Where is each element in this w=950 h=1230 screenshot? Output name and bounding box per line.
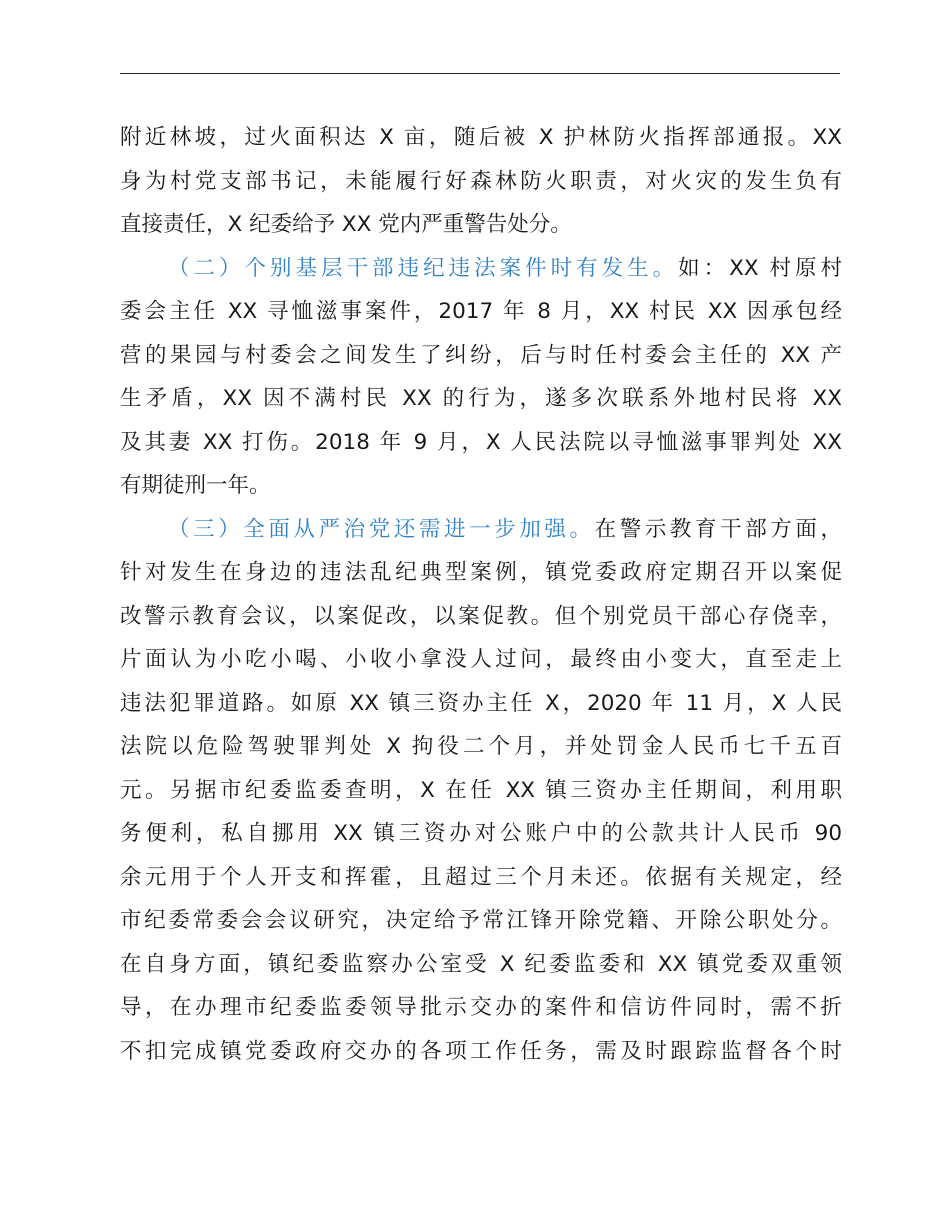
text-line: 片面认为小吃小喝、小收小拿没人过问，最终由小变大，直至走上 [120,647,842,672]
text-line: 不扣完成镇党委政府交办的各项工作任务，需及时跟踪监督各个时 [120,1038,842,1064]
section-3-lead: 在警示教育干部方面， [594,516,842,542]
text-line: 违法犯罪道路。如原 XX 镇三资办主任 X，2020 年 11 月，X 人民 [120,690,842,716]
document-body [120,116,842,1073]
text-line: 法院以危险驾驶罪判处 X 拘役二个月，并处罚金人民币七千五百 [120,734,842,759]
section-2-heading: （二）个别基层干部违纪违法案件时有发生。 [168,255,679,281]
text-line: 在自身方面，镇纪委监察办公室受 X 纪委监委和 XX 镇党委双重领 [120,951,842,977]
text-line: 市纪委常委会会议研究，决定给予常江锋开除党籍、开除公职处分。 [120,908,842,933]
text-line: 直接责任，X 纪委给予 XX 党内严重警告处分。 [120,212,572,237]
text-line: 及其妻 XX 打伤。2018 年 9 月，X 人民法院以寻恤滋事罪判处 XX [120,429,842,455]
text-line: 元。另据市纪委监委查明，X 在任 XX 镇三资办主任期间，利用职 [120,777,842,803]
text-line: 针对发生在身边的违法乱纪典型案例，镇党委政府定期召开以案促 [120,560,842,585]
text-line: 导，在办理市纪委监委领导批示交办的案件和信访件同时，需不折 [120,995,842,1020]
section-2-lead: 如：XX 村原村 [678,255,842,281]
header-rule [120,73,840,74]
text-line: 身为村党支部书记，未能履行好森林防火职责，对火灾的发生负有 [120,168,842,194]
section-3-heading: （三）全面从严治党还需进一步加强。 [168,516,595,542]
section-3-first-line [120,508,842,552]
text-line: 务便利，私自挪用 XX 镇三资办对公账户中的公款共计人民币 90 [120,821,842,846]
text-line: 营的果园与村委会之间发生了纠纷，后与时任村委会主任的 XX 产 [120,342,842,368]
text-line: 生矛盾，XX 因不满村民 XX 的行为，遂多次联系外地村民将 XX [120,386,842,411]
section-2-first-line [120,247,842,291]
text-line: 改警示教育会议，以案促改，以案促教。但个别党员干部心存侥幸， [120,603,842,629]
text-line: 有期徒刑一年。 [120,473,271,498]
text-line: 委会主任 XX 寻恤滋事案件，2017 年 8 月，XX 村民 XX 因承包经 [120,299,842,324]
text-line: 余元用于个人开支和挥霍，且超过三个月未还。依据有关规定，经 [120,864,842,890]
text-line: 附近林坡，过火面积达 X 亩，随后被 X 护林防火指挥部通报。XX [120,125,842,150]
